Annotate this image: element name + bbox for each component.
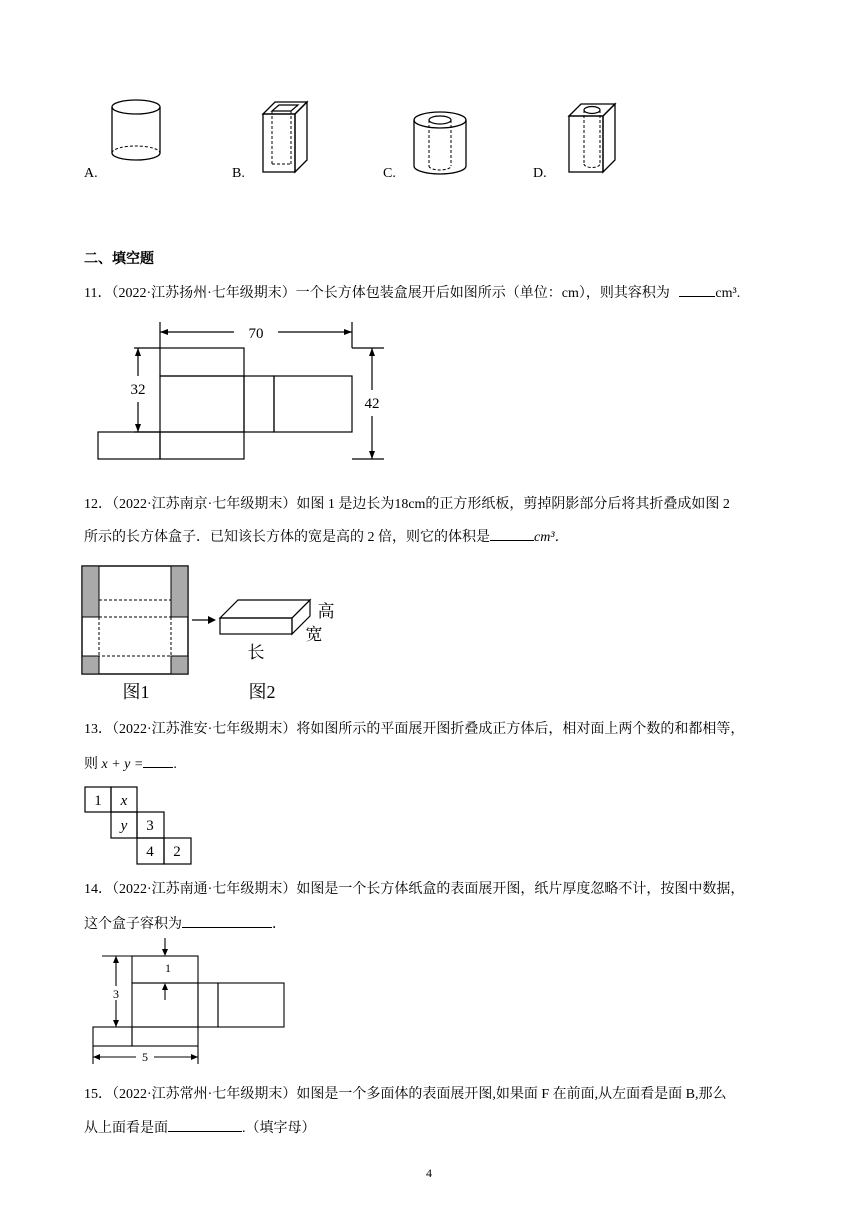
- q11-figure: [96, 318, 396, 469]
- q11-dim-top: 70: [248, 326, 264, 342]
- q11-unit: cm³.: [715, 286, 741, 301]
- q13-cell-3: 3: [146, 818, 154, 834]
- q13-cell-x: x: [120, 793, 128, 809]
- section-title: 二、填空题: [84, 251, 154, 267]
- q13-expression: x + y =: [101, 757, 144, 772]
- q14-line1: 14．（2022·江苏南通·七年级期末）如图是一个长方体纸盒的表面展开图，纸片厚度忽略不计，按图中数据，: [84, 882, 745, 897]
- option-a-label: A.: [84, 166, 98, 181]
- q12-caption-1: 图1: [122, 682, 150, 702]
- option-d-label: D.: [533, 166, 547, 181]
- q13-prefix: 则: [84, 757, 98, 772]
- page-number: 4: [426, 1166, 432, 1180]
- q12-caption-2: 图2: [248, 682, 276, 702]
- q14-dim-bottom: 5: [142, 1050, 148, 1064]
- q11-answer-blank[interactable]: [679, 282, 715, 297]
- option-c-figure: [408, 108, 472, 185]
- q12-figure: [80, 562, 350, 707]
- q12-label-chang: 长: [247, 643, 265, 662]
- option-b-label: B.: [232, 166, 245, 181]
- q14-end: ．: [272, 917, 286, 932]
- q12-stem: 所示的长方体盒子．已知该长方体的宽是高的 2 倍，则它的体积是: [84, 530, 490, 545]
- q13-cell-y: y: [120, 818, 128, 834]
- q13-cell-1: 1: [94, 793, 102, 809]
- option-c-label: C.: [383, 166, 396, 181]
- option-a-figure: [104, 97, 168, 172]
- q12-line1: 12．（2022·江苏南京·七年级期末）如图 1 是边长为18cm的正方形纸板，剪掉阴影部分后将其折叠成如图 2: [84, 497, 730, 512]
- q12-answer-blank[interactable]: [490, 526, 534, 541]
- q11-stem: 11．（2022·江苏扬州·七年级期末）一个长方体包装盒展开后如图所示（单位：cm），则其容积为: [84, 286, 670, 301]
- q14-dim-mid: 1: [165, 961, 171, 975]
- q13-line2: 则 x + y = .: [84, 753, 177, 775]
- q13-net-figure: [84, 786, 196, 871]
- q15-answer-blank[interactable]: [168, 1117, 242, 1132]
- option-d-figure: [563, 100, 625, 181]
- q14-line2: [84, 913, 286, 935]
- q11-dim-right: 42: [364, 396, 380, 412]
- q11-text: [84, 282, 740, 304]
- q13-line1: 13．（2022·江苏淮安·七年级期末）将如图所示的平面展开图折叠成正方体后，相对面上两个数的和都相等，: [84, 722, 745, 737]
- q13-cell-4: 4: [146, 844, 154, 860]
- q12-label-gao: 高: [317, 602, 335, 621]
- q14-dim-left: 3: [113, 987, 119, 1001]
- q15-line1: 15．（2022·江苏常州·七年级期末）如图是一个多面体的表面展开图,如果面 F 在前面,从左面看是面 B,那么: [84, 1087, 727, 1102]
- q13-answer-blank[interactable]: [143, 753, 173, 768]
- q15-stem: 从上面看是面: [84, 1121, 168, 1136]
- q15-end: .（填字母）: [242, 1121, 316, 1136]
- q11-dim-left: 32: [130, 382, 146, 398]
- q14-figure: [88, 936, 288, 1075]
- q14-stem: 这个盒子容积为: [84, 917, 182, 932]
- option-b-figure: [255, 98, 315, 181]
- q12-unit: cm³．: [534, 530, 569, 545]
- q12-label-kuan: 宽: [305, 625, 323, 644]
- q14-answer-blank[interactable]: [182, 913, 272, 928]
- q13-cell-2: 2: [173, 844, 181, 860]
- q15-line2: [84, 1117, 316, 1139]
- q12-line2: [84, 526, 569, 548]
